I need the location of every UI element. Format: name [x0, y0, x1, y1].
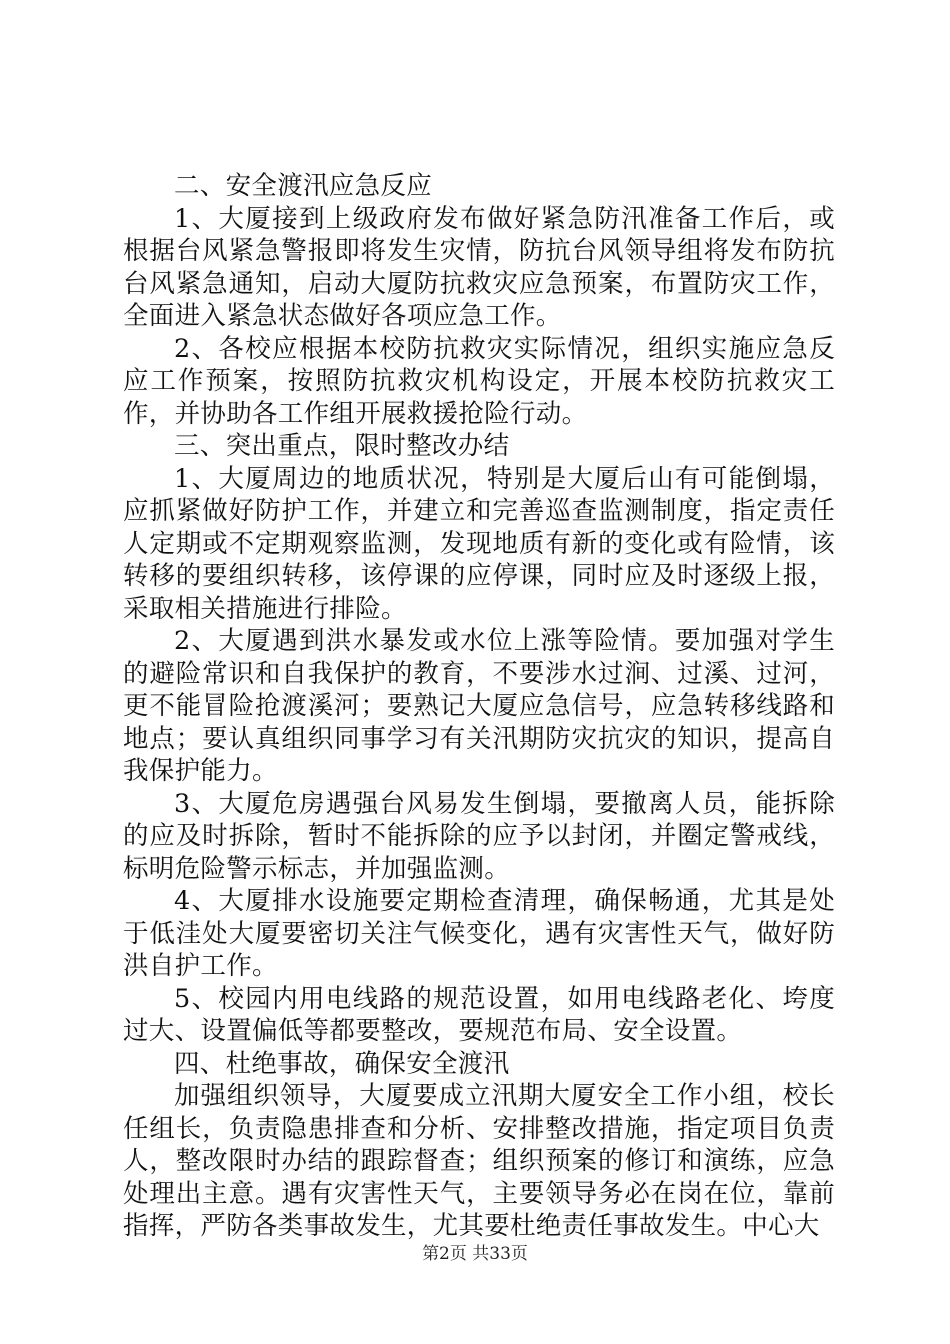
- paragraph: 1、大厦接到上级政府发布做好紧急防汛准备工作后，或根据台风紧急警报即将发生灾情，防抗台风领导组将发布防抗台风紧急通知，启动大厦防抗救灾应急预案，布置防灾工作，全面进入紧急状态做好各项应急工作。: [123, 203, 835, 331]
- paragraph: 4、大厦排水设施要定期检查清理，确保畅通，尤其是处于低洼处大厦要密切关注气候变化，遇有灾害性天气，做好防洪自护工作。: [123, 886, 835, 981]
- section-heading: 四、杜绝事故，确保安全渡汛: [174, 1048, 510, 1079]
- paragraph: 2、各校应根据本校防抗救灾实际情况，组织实施应急反应工作预案，按照防抗救灾机构设定，开展本校防抗救灾工作，并协助各工作组开展救援抢险行动。: [123, 333, 835, 429]
- document-body: [123, 170, 835, 1243]
- paragraph: 3、大厦危房遇强台风易发生倒塌，要撤离人员，能拆除的应及时拆除，暂时不能拆除的应予以封闭，并圈定警戒线，标明危险警示标志，并加强监测。: [123, 788, 835, 884]
- section-heading: 三、突出重点，限时整改办结: [174, 431, 510, 461]
- section-heading: 二、安全渡汛应急反应: [174, 171, 433, 201]
- page-number-footer: 第2页 共33页: [422, 1244, 528, 1264]
- paragraph: 加强组织领导，大厦要成立汛期大厦安全工作小组，校长任组长，负责隐患排查和分析、安排整改措施，指定项目负责人，整改限时办结的跟踪督查；组织预案的修订和演练，应急处理出主意。遇有灾害性天气，主要领导务必在岗在位，靠前指挥，严防各类事故发生，尤其要杜绝责任事故发生。中心大: [123, 1081, 835, 1241]
- paragraph: 1、大厦周边的地质状况，特别是大厦后山有可能倒塌，应抓紧做好防护工作，并建立和完善巡查监测制度，指定责任人定期或不定期观察监测，发现地质有新的变化或有险情，该转移的要组织转移，该停课的应停课，同时应及时逐级上报，采取相关措施进行排险。: [123, 463, 835, 624]
- paragraph: 2、大厦遇到洪水暴发或水位上涨等险情。要加强对学生的避险常识和自我保护的教育，不要涉水过涧、过溪、过河，更不能冒险抢渡溪河；要熟记大厦应急信号，应急转移线路和地点；要认真组织同事学习有关汛期防灾抗灾的知识，提高自我保护能力。: [123, 626, 835, 786]
- paragraph: 5、校园内用电线路的规范设置，如用电线路老化、垮度过大、设置偏低等都要整改，要规范布局、安全设置。: [123, 983, 835, 1046]
